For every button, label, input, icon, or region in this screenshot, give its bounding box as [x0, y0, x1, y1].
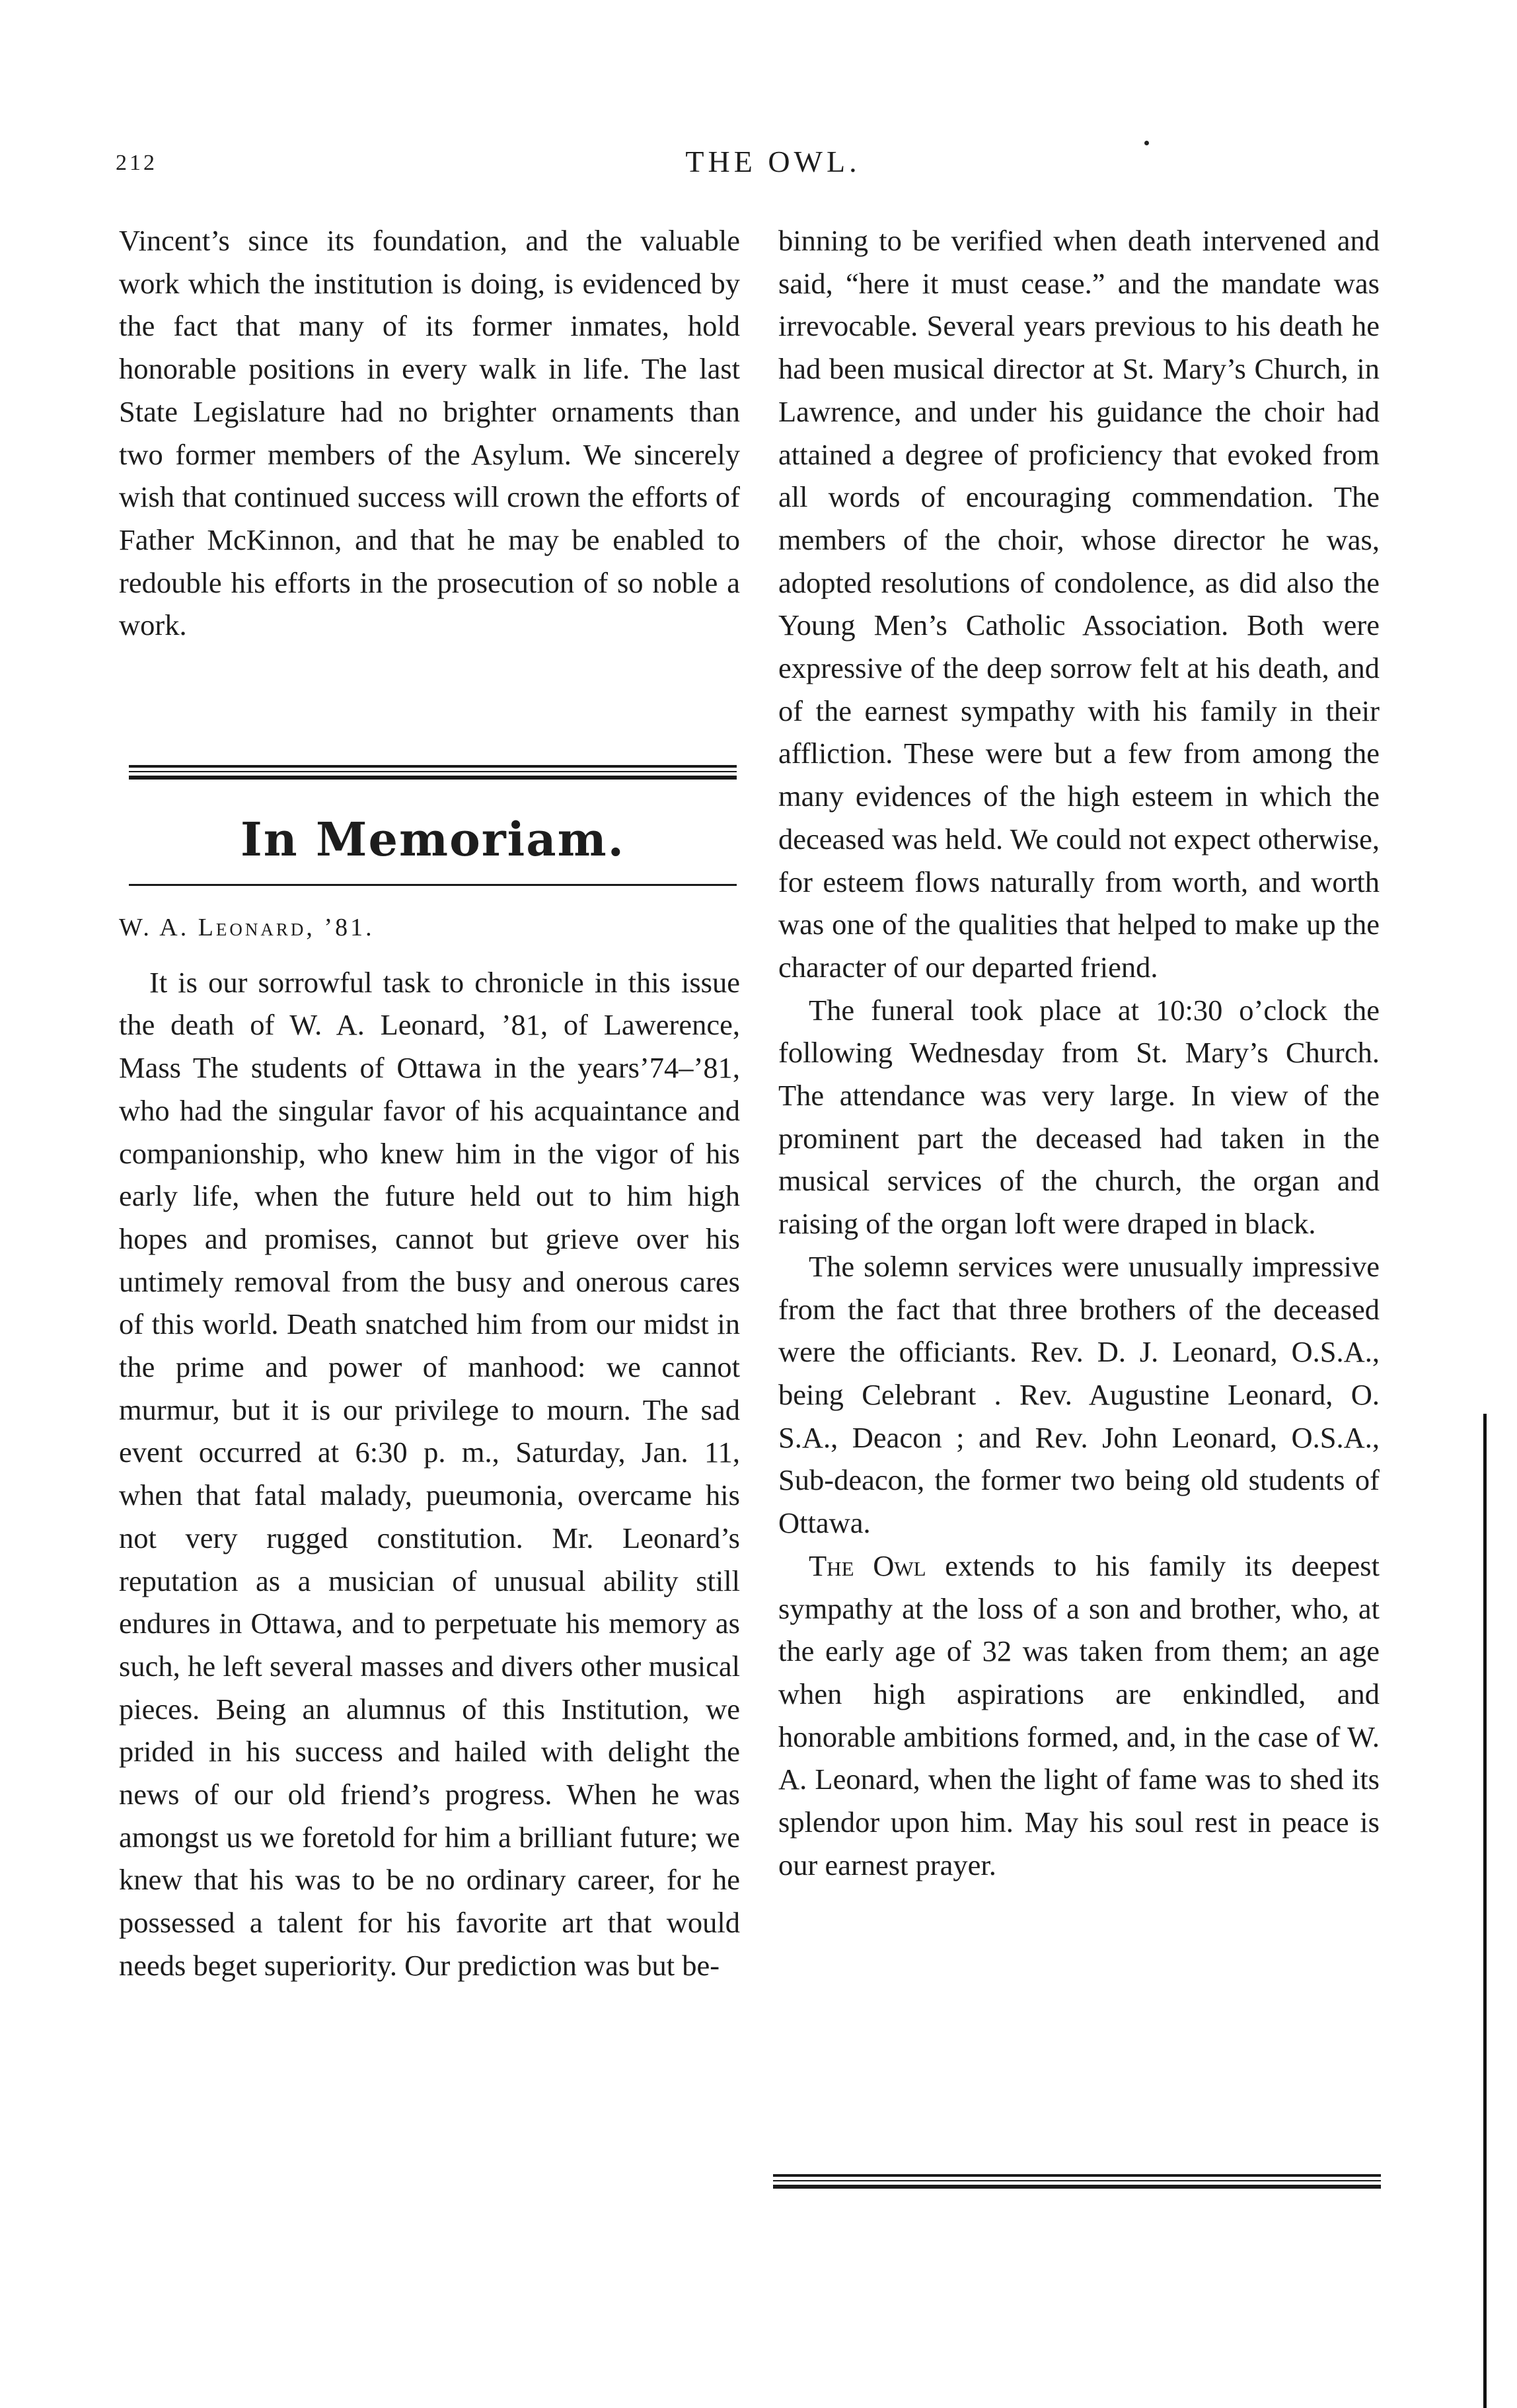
funeral-paragraph: The funeral took place at 10:30 o’clock the following Wednesday from St. Mary’s Church. The attendance was very large. In view of the prominent part the deceased had taken in the musical services of the church, the organ and raising of the organ loft were draped in black.	[778, 993, 1380, 1241]
section-end-rule	[773, 2174, 1381, 2189]
ink-speck	[1144, 141, 1149, 145]
page-number: 212	[116, 151, 157, 175]
running-head: THE OWL.	[685, 145, 861, 178]
services-paragraph: The solemn services were unusually impressive from the fact that three brothers of the deceased were the officiants. Rev. D. J. Leonard, O.S.A., being Celebrant . Rev. Augustine Leonard, O. S.A., Deacon ; and Rev. John Leonard, O.S.A., Sub-deacon, the former two being old students of Ottawa.	[778, 1249, 1380, 1540]
memorial-text	[119, 906, 740, 1987]
intro-paragraph: Vincent’s since its foundation, and the valuable work which the institution is doing, is evidenced by the fact that many of its former inmates, hold honorable positions in every walk in life. The last State Legislature had no brighter ornaments than two former members of the Asylum. We sincerely wish that continued success will crown the efforts of Father McKinnon, and that he may be enabled to redouble his efforts in the prosecution of so noble a work.	[119, 224, 740, 642]
closing-paragraph	[778, 1545, 1380, 1887]
byline: W. A. Leonard, ’81.	[119, 914, 375, 941]
heading-underline	[129, 884, 737, 886]
owl-name: The Owl	[809, 1549, 926, 1582]
scan-margin-line	[1483, 1414, 1487, 2408]
memorial-paragraph: It is our sorrowful task to chronicle in this issue the death of W. A. Leonard, ’81, of Lawerence, Mass The students of Ottawa in the years’74–’81, who had the singular favor of his acquaintance and companionship, who knew him in the vigor of his early life, when the future held out to him high hopes and promises, cannot but grieve over his untimely removal from the busy and onerous cares of this world. Death snatched him from our midst in the prime and power of manhood: we cannot murmur, but it is our privilege to mourn. The sad event occurred at 6:30 p. m., Saturday, Jan. 11, when that fatal malady, pueumonia, overcame his not very rugged constitution. Mr. Leonard’s reputation as a musician of unusual ability still endures in Ottawa, and to perpetuate his memory as such, he left several masses and divers other musical pieces. Being an alumnus of this Institution, we prided in his success and hailed with delight the news of our old friend’s progress. When he was amongst us we foretold for him a brilliant future; we knew that his was to be no ordinary career, for he possessed a talent for his favorite art that would needs beget superiority. Our prediction was but be-	[119, 965, 740, 1982]
memoriam-heading: In Memoriam.	[240, 812, 626, 867]
continuation-paragraph: binning to be verified when death intervened and said, “here it must cease.” and the mandate was irrevocable. Several years previous to his death he had been musical director at St. Mary’s Church, in Lawrence, and under his guidance the choir had attained a degree of proficiency that evoked from all words of encouraging commendation. The members of the choir, whose director he was, adopted resolutions of condolence, as did also the Young Men’s Catholic Association. Both were expressive of the deep sorrow felt at his death, and of the earnest sympathy with his family in their affliction. These were but a few from among the many evidences of the high esteem in which the deceased was held. We could not expect otherwise, for esteem flows naturally from worth, and worth was one of the qualities that helped to make up the character of our departed friend.	[778, 224, 1380, 984]
left-column	[119, 219, 740, 647]
section-top-rule	[129, 765, 737, 780]
closing-text: extends to his family its deepest sympathy at the loss of a son and brother, who, at the early age of 32 was taken from them; an age when high aspirations are enkindled, and honorable ambitions formed, and, in the case of W. A. Leonard, when the light of fame was to shed its splendor upon him. May his soul rest in peace is our earnest prayer.	[778, 1549, 1380, 1881]
right-column	[778, 219, 1380, 1886]
